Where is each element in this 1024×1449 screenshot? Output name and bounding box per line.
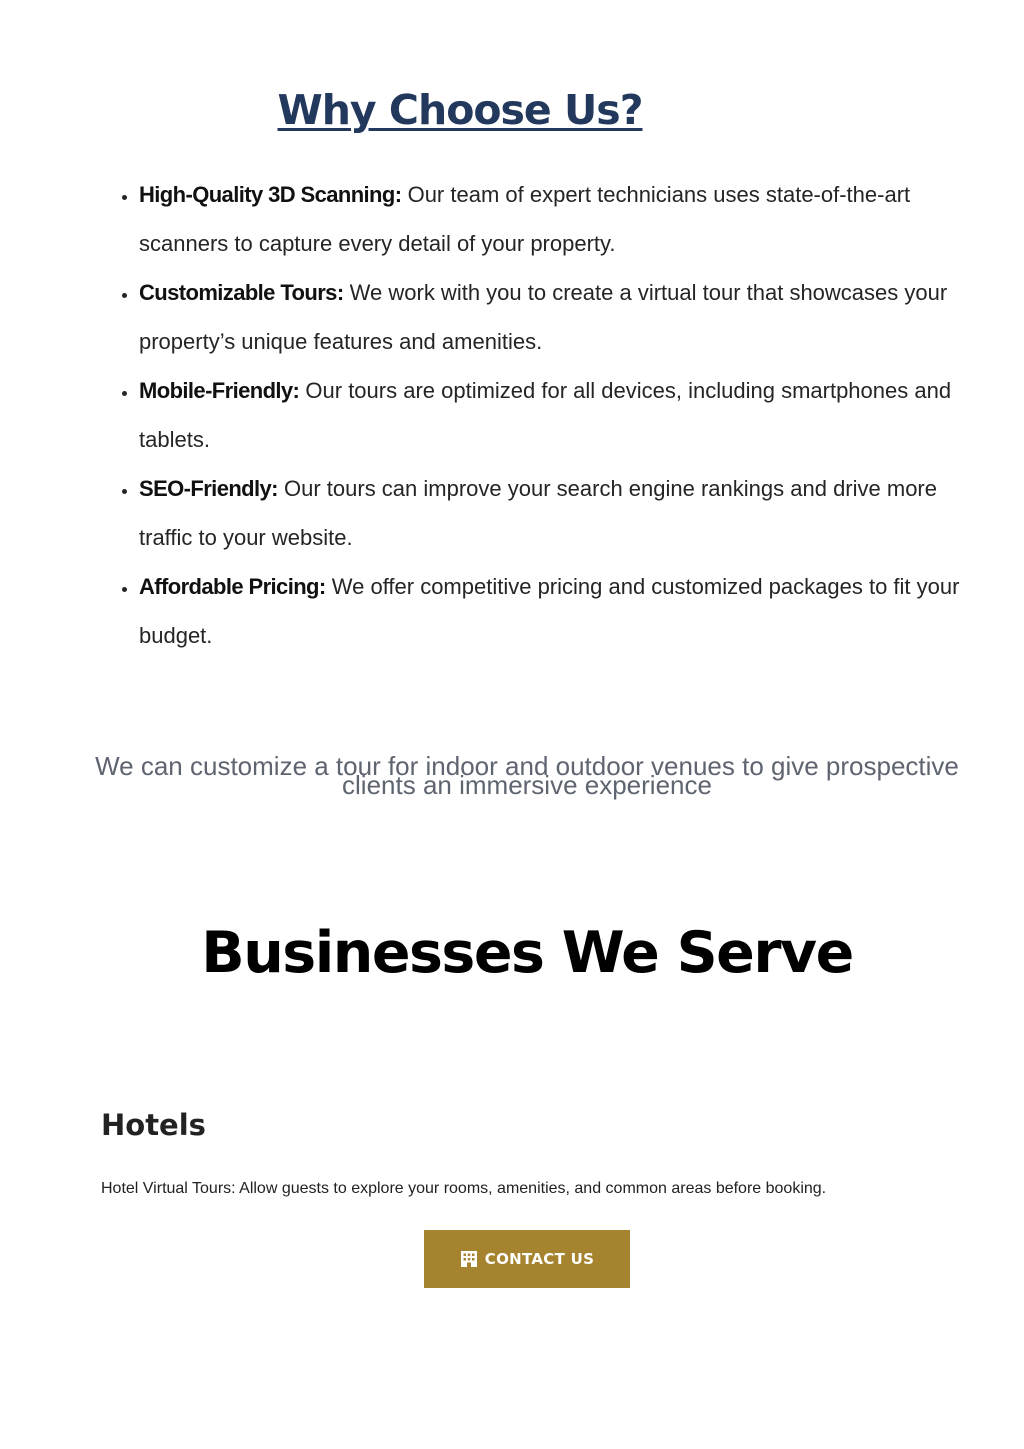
feature-text: Our tours can improve your search engine rankings and drive more traffic to your website. [139, 476, 937, 550]
list-item [139, 268, 984, 366]
feature-text: We work with you to create a virtual tour that showcases your property’s unique features and amenities. [139, 280, 948, 354]
feature-text: We offer competitive pricing and customized packages to fit your budget. [139, 574, 960, 648]
feature-text: Our team of expert technicians uses state-of-the-art scanners to capture every detail of your property. [139, 182, 911, 256]
contact-us-label: CONTACT US [484, 1250, 595, 1268]
list-item [139, 366, 984, 464]
contact-us-button[interactable] [424, 1230, 630, 1288]
hotel-icon [460, 1250, 478, 1268]
businesses-we-serve-heading: Businesses We Serve [201, 920, 853, 986]
feature-lead: High-Quality 3D Scanning: [139, 182, 402, 207]
feature-lead: Mobile-Friendly: [139, 378, 300, 403]
feature-lead: Affordable Pricing: [139, 574, 326, 599]
list-item [139, 464, 984, 562]
hotels-heading: Hotels [101, 1108, 206, 1142]
feature-lead: SEO-Friendly: [139, 476, 278, 501]
customize-tour-text: We can customize a tour for indoor and outdoor venues to give prospective clients an immersive experience [95, 751, 959, 800]
list-item [139, 562, 984, 660]
list-item [139, 170, 984, 268]
features-list [115, 170, 984, 660]
hotels-description: Hotel Virtual Tours: Allow guests to explore your rooms, amenities, and common areas before booking. [101, 1180, 827, 1197]
feature-lead: Customizable Tours: [139, 280, 344, 305]
why-choose-us-heading: Why Choose Us? [277, 86, 643, 134]
feature-text: Our tours are optimized for all devices, including smartphones and tablets. [139, 378, 952, 452]
